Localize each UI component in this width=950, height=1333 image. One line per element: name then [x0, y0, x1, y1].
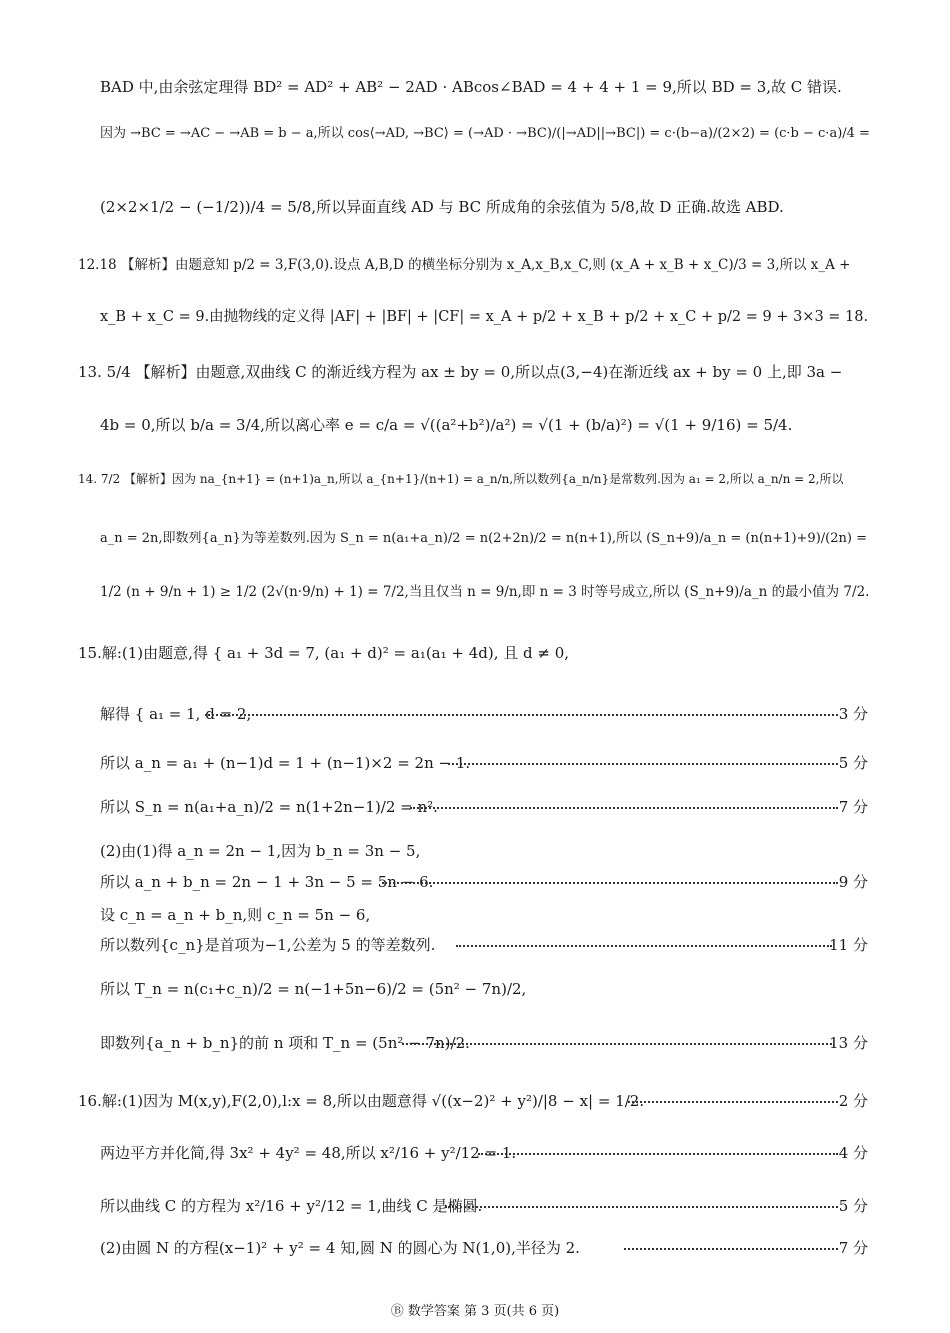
- p16-line4: (2)由圆 N 的方程(x−1)² + y² = 4 知,圆 N 的圆心为 N(1,0),半径为 2.: [100, 1239, 580, 1257]
- p11-line2: 因为 →BC = →AC − →AB = b − a,所以 cos⟨→AD, →BC⟩ = (→AD · →BC)/(|→AD||→BC|) = c·(b−a)/(2×2) = (c·b − c·a)/4 =: [100, 126, 870, 141]
- p12-line2: x_B + x_C = 9.由抛物线的定义得 |AF| + |BF| + |CF| = x_A + p/2 + x_B + p/2 + x_C + p/2 = 9 + 3×3 = 18.: [100, 309, 869, 325]
- p15-line7: 设 c_n = a_n + b_n,则 c_n = 5n − 6,: [100, 906, 371, 924]
- leader-dots: [382, 882, 838, 884]
- p13-line1: 13. 5/4 【解析】由题意,双曲线 C 的渐近线方程为 ax ± by = 0,所以点(3,−4)在渐近线 ax + by = 0 上,即 3a −: [78, 363, 843, 381]
- score-label: 2 分: [838, 1092, 868, 1110]
- p15-line8: 所以数列{c_n}是首项为−1,公差为 5 的等差数列.: [100, 936, 436, 954]
- p11-line3: (2×2×1/2 − (−1/2))/4 = 5/8,所以异面直线 AD 与 BC 所成角的余弦值为 5/8,故 D 正确.故选 ABD.: [100, 198, 784, 216]
- score-label: 9 分: [838, 873, 868, 891]
- p14-line1: 14. 7/2 【解析】因为 na_{n+1} = (n+1)a_n,所以 a_{n+1}/(n+1) = a_n/n,所以数列{a_n/n}是常数列.因为 a₁ = 2,所以 a_n/n = 2,所以: [78, 472, 844, 486]
- p15-line4: 所以 S_n = n(a₁+a_n)/2 = n(1+2n−1)/2 = n².: [100, 798, 438, 816]
- page-footer: Ⓑ 数学答案 第 3 页(共 6 页): [390, 1304, 560, 1319]
- score-label: 5 分: [838, 1197, 868, 1215]
- p16-line1: 16.解:(1)因为 M(x,y),F(2,0),l:x = 8,所以由题意得 √((x−2)² + y²)/|8 − x| = 1/2.: [78, 1092, 645, 1110]
- p15-line2: 解得 { a₁ = 1, d = 2,: [100, 705, 252, 723]
- p14-line3: 1/2 (n + 9/n + 1) ≥ 1/2 (2√(n·9/n) + 1) = 7/2,当且仅当 n = 9/n,即 n = 3 时等号成立,所以 (S_n+9)/a_n 的最小值为 7/2.: [100, 584, 870, 600]
- p15-line3: 所以 a_n = a₁ + (n−1)d = 1 + (n−1)×2 = 2n − 1.: [100, 754, 471, 772]
- p12-line1: 12.18 【解析】由题意知 p/2 = 3,F(3,0).设点 A,B,D 的横坐标分别为 x_A,x_B,x_C,则 (x_A + x_B + x_C)/3 = 3,所以 x_A +: [78, 257, 851, 273]
- leader-dots: [205, 714, 838, 716]
- leader-dots: [402, 1043, 832, 1045]
- p15-line10: 即数列{a_n + b_n}的前 n 项和 T_n = (5n² − 7n)/2.: [100, 1034, 470, 1052]
- leader-dots: [624, 1248, 838, 1250]
- leader-dots: [478, 1153, 838, 1155]
- p11-line1: BAD 中,由余弦定理得 BD² = AD² + AB² − 2AD · ABcos∠BAD = 4 + 4 + 1 = 9,所以 BD = 3,故 C 错误.: [100, 78, 842, 96]
- leader-dots: [410, 807, 838, 809]
- p16-line3: 所以曲线 C 的方程为 x²/16 + y²/12 = 1,曲线 C 是椭圆.: [100, 1197, 483, 1215]
- p15-line9: 所以 T_n = n(c₁+c_n)/2 = n(−1+5n−6)/2 = (5n² − 7n)/2,: [100, 980, 527, 998]
- p13-line2: 4b = 0,所以 b/a = 3/4,所以离心率 e = c/a = √((a²+b²)/a²) = √(1 + (b/a)²) = √(1 + 9/16) = 5/4.: [100, 416, 793, 434]
- p15-line6: 所以 a_n + b_n = 2n − 1 + 3n − 5 = 5n − 6.: [100, 873, 434, 891]
- score-label: 13 分: [829, 1034, 868, 1052]
- score-label: 3 分: [838, 705, 868, 723]
- score-label: 11 分: [829, 936, 868, 954]
- p16-line2: 两边平方并化简,得 3x² + 4y² = 48,所以 x²/16 + y²/12 = 1.: [100, 1144, 517, 1162]
- leader-dots: [456, 945, 832, 947]
- score-label: 7 分: [838, 1239, 868, 1257]
- score-label: 5 分: [838, 754, 868, 772]
- leader-dots: [445, 1206, 838, 1208]
- p15-line1: 15.解:(1)由题意,得 { a₁ + 3d = 7, (a₁ + d)² = a₁(a₁ + 4d), 且 d ≠ 0,: [78, 644, 570, 662]
- score-label: 4 分: [838, 1144, 868, 1162]
- p15-line5: (2)由(1)得 a_n = 2n − 1,因为 b_n = 3n − 5,: [100, 842, 421, 860]
- leader-dots: [448, 763, 838, 765]
- leader-dots: [628, 1101, 838, 1103]
- score-label: 7 分: [838, 798, 868, 816]
- p14-line2: a_n = 2n,即数列{a_n}为等差数列.因为 S_n = n(a₁+a_n)/2 = n(2+2n)/2 = n(n+1),所以 (S_n+9)/a_n = (n(n+1)+9)/(2n) =: [100, 531, 867, 546]
